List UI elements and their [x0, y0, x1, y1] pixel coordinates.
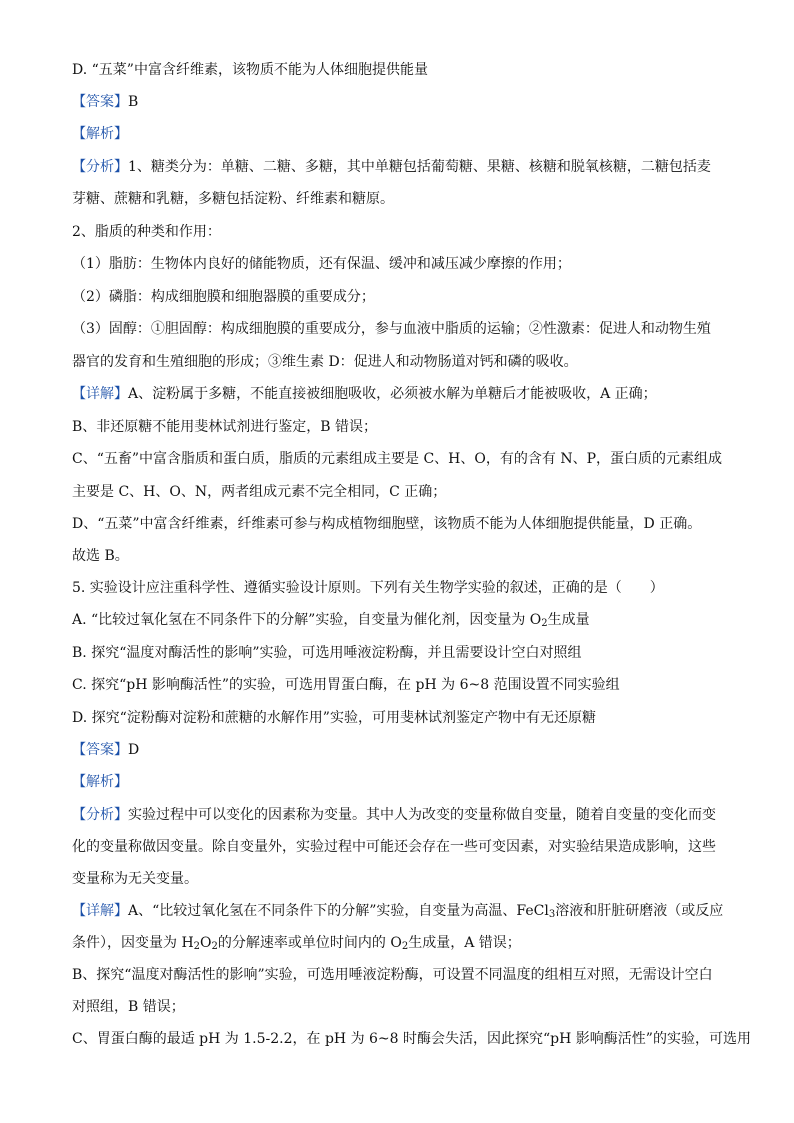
line-text: A、“比较过氧化氢在不同条件下的分解”实验，自变量为高温、FeCl: [128, 903, 549, 919]
section-label: 【分析】: [72, 159, 128, 175]
line-text: 故选 B。: [72, 548, 129, 564]
text-line: [72, 869, 198, 889]
text-line: [72, 352, 578, 372]
text-line: [72, 546, 129, 566]
line-text: 芽糖、蔗糖和乳糖，多糖包括淀粉、纤维素和糖原。: [72, 191, 394, 207]
text-line: [72, 157, 711, 177]
text-line: [72, 319, 711, 339]
section-label: 【解析】: [72, 774, 128, 790]
line-text: （1）脂肪：生物体内良好的储能物质，还有保温、缓冲和减压减少摩擦的作用；: [72, 256, 571, 272]
text-line: [72, 578, 664, 598]
line-text: 条件），因变量为 H: [72, 935, 194, 951]
line-text: D. 探究“淀粉酶对淀粉和蔗糖的水解作用”实验，可用斐林试剂鉴定产物中有无还原糖: [72, 710, 596, 726]
line-text: （3）固醇：①胆固醇：构成细胞膜的重要成分，参与血液中脂质的运输；②性激素：促进人和动物生殖: [72, 321, 711, 337]
line-text-continued: 生成量，A 错误；: [408, 935, 521, 951]
text-line: [72, 643, 582, 663]
section-label: 【答案】: [72, 94, 128, 110]
text-line: [72, 740, 139, 760]
text-line: [72, 772, 128, 792]
line-text: 1、糖类分为：单糖、二糖、多糖，其中单糖包括葡萄糖、果糖、核糖和脱氧核糖，二糖包括麦: [128, 159, 711, 175]
text-line: [72, 1029, 751, 1049]
line-text: 2、脂质的种类和作用：: [72, 224, 221, 240]
text-line: [72, 482, 446, 502]
text-line: [72, 189, 394, 209]
section-label: 【分析】: [72, 807, 128, 823]
text-line: [72, 514, 701, 534]
line-text-continued: O: [200, 935, 212, 951]
text-line: [72, 997, 185, 1017]
line-text: 变量称为无关变量。: [72, 871, 198, 887]
subscript: 2: [193, 941, 201, 952]
line-text: A. “比较过氧化氢在不同条件下的分解”实验，自变量为催化剂，因变量为 O: [72, 612, 542, 628]
text-line: [72, 92, 138, 112]
line-text-continued: 溶液和肝脏研磨液（或反应: [555, 903, 724, 919]
text-line: [72, 708, 596, 728]
subscript: 3: [548, 909, 556, 920]
text-line: [72, 254, 571, 274]
text-line: [72, 837, 716, 857]
line-text: 化的变量称做因变量。除自变量外，实验过程中可能还会存在一些可变因素，对实验结果造成影响，这些: [72, 839, 716, 855]
line-text-continued: 生成量: [547, 612, 590, 628]
line-text: D. “五菜”中富含纤维素，该物质不能为人体细胞提供能量: [72, 62, 428, 78]
line-text: A、淀粉属于多糖，不能直接被细胞吸收，必须被水解为单糖后才能被吸收，A 正确；: [128, 386, 657, 402]
line-text: D: [128, 742, 140, 758]
section-label: 【答案】: [72, 742, 128, 758]
section-label: 【解析】: [72, 126, 128, 142]
line-text: 实验过程中可以变化的因素称为变量。其中人为改变的变量称做自变量，随着自变量的变化而变: [128, 807, 716, 823]
text-line: [72, 901, 723, 921]
subscript: 2: [211, 941, 218, 952]
line-text: D、“五菜”中富含纤维素，纤维素可参与构成植物细胞壁，该物质不能为人体细胞提供能量，D 正确。: [72, 516, 702, 532]
text-line: [72, 933, 521, 953]
line-text: （2）磷脂：构成细胞膜和细胞器膜的重要成分；: [72, 289, 375, 305]
line-text-continued: 的分解速率或单位时间内的 O: [217, 935, 402, 951]
text-line: [72, 287, 375, 307]
line-text: B. 探究“温度对酶活性的影响”实验，可选用唾液淀粉酶，并且需要设计空白对照组: [72, 645, 582, 661]
line-text: C. 探究“pH 影响酶活性”的实验，可选用胃蛋白酶，在 pH 为 6~8 范围设置不同实验组: [72, 677, 620, 693]
text-line: [72, 384, 657, 404]
line-text: B、探究“温度对酶活性的影响”实验，可选用唾液淀粉酶，可设置不同温度的组相互对照，无需设计空白: [72, 967, 713, 983]
section-label: 【详解】: [72, 386, 128, 402]
text-line: [72, 124, 128, 144]
text-line: [72, 965, 713, 985]
section-label: 【详解】: [72, 903, 128, 919]
line-text: C、胃蛋白酶的最适 pH 为 1.5-2.2，在 pH 为 6~8 时酶会失活，因此探究“pH 影响酶活性”的实验，可选用: [72, 1031, 751, 1047]
line-text: 对照组，B 错误；: [72, 999, 185, 1015]
line-text: B、非还原糖不能用斐林试剂进行鉴定，B 错误；: [72, 419, 378, 435]
text-line: [72, 417, 377, 437]
text-line: [72, 449, 722, 469]
text-line: [72, 222, 221, 242]
line-text: 5. 实验设计应注重科学性、遵循实验设计原则。下列有关生物学实验的叙述，正确的是（ ）: [72, 580, 664, 596]
text-line: [72, 60, 428, 80]
line-text: 器官的发育和生殖细胞的形成；③维生素 D：促进人和动物肠道对钙和磷的吸收。: [72, 354, 578, 370]
subscript: 2: [541, 618, 548, 629]
subscript: 2: [401, 941, 409, 952]
text-line: [72, 805, 716, 825]
line-text: B: [128, 94, 139, 110]
text-line: [72, 610, 590, 630]
text-line: [72, 675, 620, 695]
line-text: 主要是 C、H、O、N，两者组成元素不完全相同，C 正确；: [72, 484, 447, 500]
line-text: C、“五畜”中富含脂质和蛋白质，脂质的元素组成主要是 C、H、O，有的含有 N、P，蛋白质的元素组成: [72, 451, 722, 467]
